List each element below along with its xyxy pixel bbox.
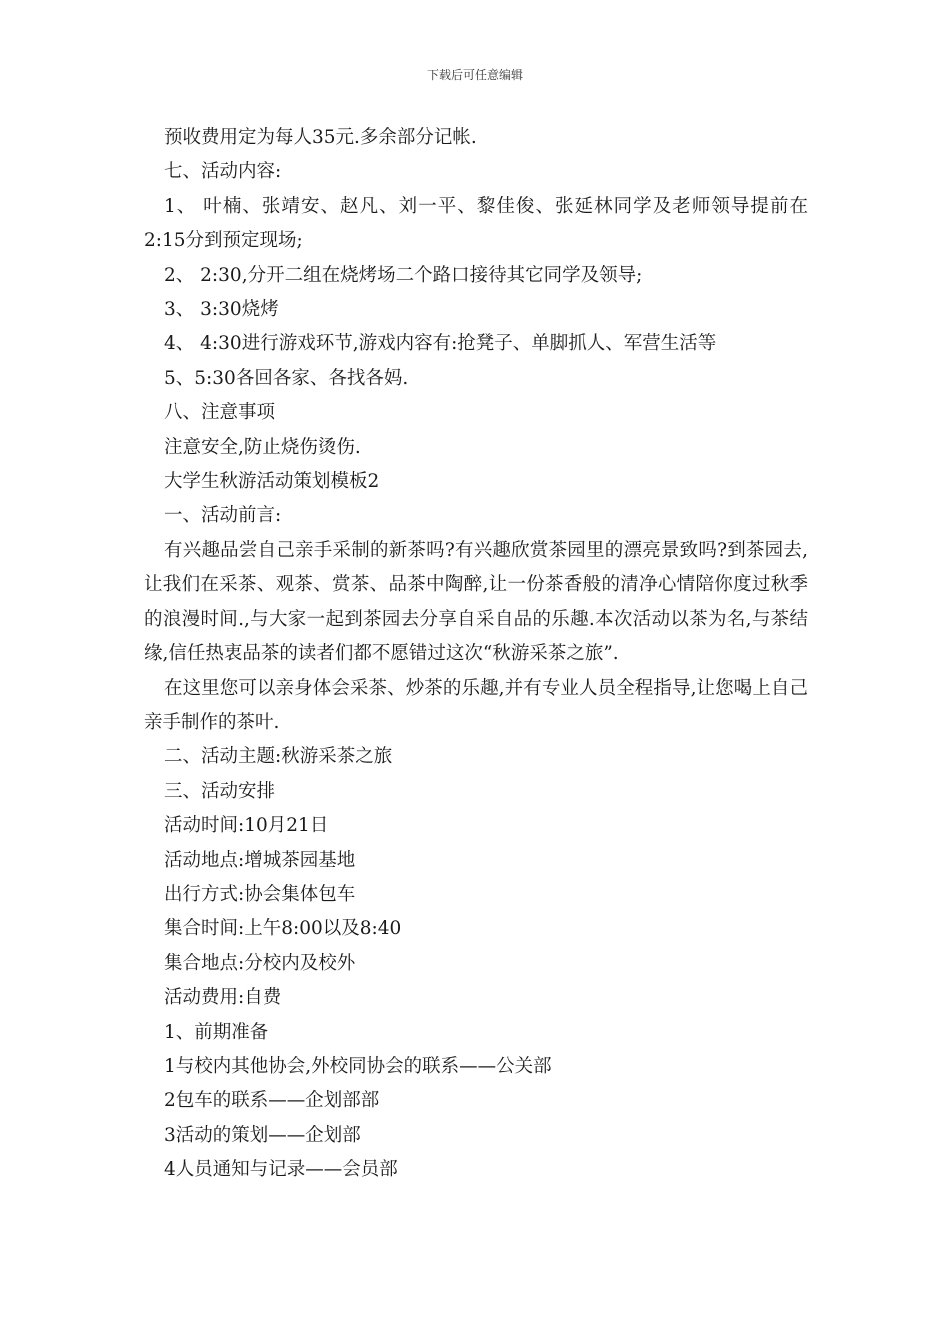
detail-transport: 出行方式:协会集体包车 bbox=[164, 883, 356, 905]
detail-time: 活动时间:10月21日 bbox=[164, 815, 329, 837]
document-body bbox=[144, 121, 808, 1188]
list-item-5: 5、5:30各回各家、各找各妈. bbox=[164, 367, 409, 389]
list-item-4: 4、 4:30进行游戏环节,游戏内容有:抢凳子、单脚抓人、军营生活等 bbox=[164, 333, 717, 355]
paragraph-experience: 在这里您可以亲身体会采茶、炒茶的乐趣,并有专业人员全程指导,让您喝上自己亲手制作的茶叶. bbox=[144, 677, 808, 733]
paragraph-preface: 有兴趣品尝自己亲手采制的新茶吗?有兴趣欣赏茶园里的漂亮景致吗?到茶园去,让我们在采茶、观茶、赏茶、品茶中陶醉,让一份茶香般的清净心情陪你度过秋季的浪漫时间.,与大家一起到茶园去分享自采自品的乐趣.本次活动以茶为名,与茶结缘,信任热衷品茶的读者们都不愿错过这次“秋游采茶之旅”. bbox=[144, 539, 808, 665]
detail-gather-place: 集合地点:分校内及校外 bbox=[164, 952, 356, 974]
paragraph-fee: 预收费用定为每人35元.多余部分记帐. bbox=[164, 127, 477, 148]
detail-location: 活动地点:增城茶园基地 bbox=[164, 849, 356, 871]
prep-item-4: 4人员通知与记录——会员部 bbox=[164, 1159, 398, 1181]
detail-gather-time: 集合时间:上午8:00以及8:40 bbox=[164, 918, 402, 940]
heading-arrangement: 三、活动安排 bbox=[164, 780, 276, 802]
heading-notes: 八、注意事项 bbox=[164, 402, 276, 424]
list-item-1: 1、 叶楠、张靖安、赵凡、刘一平、黎佳俊、张延林同学及老师领导提前在2:15分到预定现场; bbox=[144, 195, 808, 252]
detail-cost: 活动费用:自费 bbox=[164, 987, 282, 1009]
heading-preparation: 1、前期准备 bbox=[164, 1021, 269, 1043]
heading-theme: 二、活动主题:秋游采茶之旅 bbox=[164, 746, 393, 768]
list-item-3: 3、 3:30烧烤 bbox=[164, 299, 279, 321]
heading-activity-content: 七、活动内容: bbox=[164, 161, 282, 183]
prep-item-1: 1与校内其他协会,外校同协会的联系——公关部 bbox=[164, 1055, 552, 1077]
list-item-2: 2、 2:30,分开二组在烧烤场二个路口接待其它同学及领导; bbox=[164, 264, 643, 286]
heading-preface: 一、活动前言: bbox=[164, 505, 282, 527]
prep-item-3: 3活动的策划——企划部 bbox=[164, 1124, 361, 1146]
prep-item-2: 2包车的联系——企划部部 bbox=[164, 1090, 380, 1112]
paragraph-safety: 注意安全,防止烧伤烫伤. bbox=[164, 436, 361, 458]
page-header: 下载后可任意编辑 bbox=[426, 68, 523, 82]
section-title-template-2: 大学生秋游活动策划模板2 bbox=[164, 471, 380, 493]
